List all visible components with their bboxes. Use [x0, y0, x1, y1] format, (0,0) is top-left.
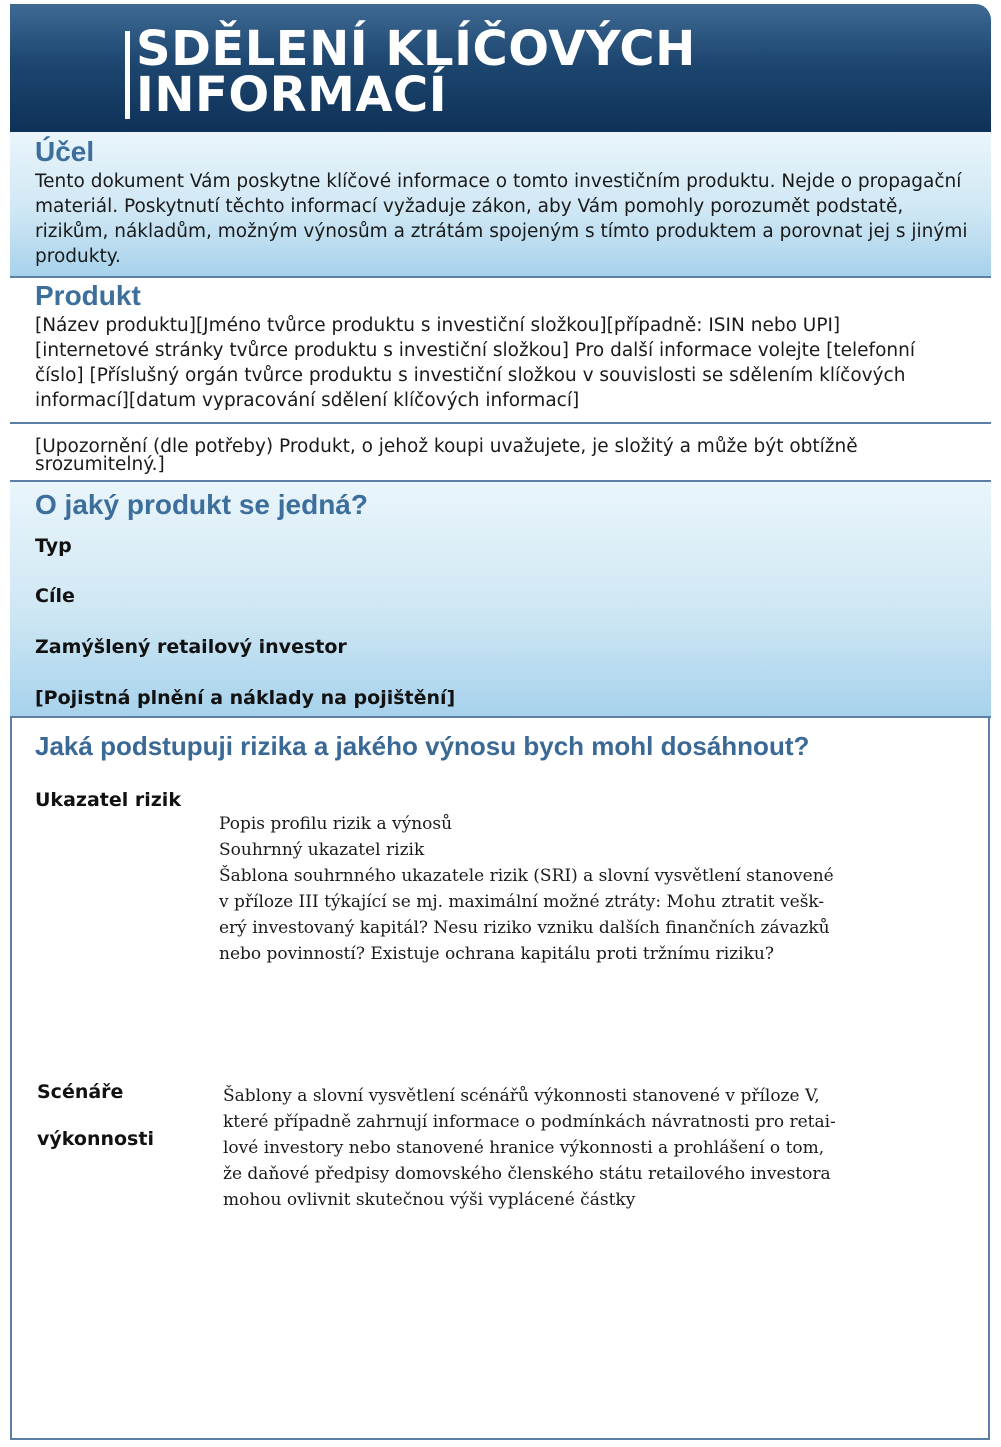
- ukazatel-line: nebo povinností? Existuje ochrana kapitálu proti tržnímu riziku?: [219, 944, 774, 964]
- scenare-label-line-1: Scénáře: [37, 1081, 124, 1103]
- scenare-line: které případně zahrnují informace o podmínkách návratnosti pro retai-: [223, 1112, 836, 1132]
- section-o-jaky-heading: O jaký produkt se jedná?: [35, 489, 368, 520]
- page-title-line-1: SDĚLENÍ KLÍČOVÝCH: [136, 21, 696, 77]
- header-banner: [10, 4, 991, 132]
- page-title-line-2: INFORMACÍ: [136, 67, 448, 123]
- page-title: [136, 21, 696, 123]
- section-produkt-text: [Název produktu][Jméno tvůrce produktu s investiční složkou][případně: ISIN nebo UPI] [internetové stránky tvůrce produktu s investiční složkou] Pro další informace volejte [telefonní číslo] [Příslušný orgán tvůrce produktu s investiční složkou v souvislosti se sdělením klíčových informací][datum vypracování sdělení klíčových informací]: [35, 315, 915, 411]
- item-typ: Typ: [35, 535, 72, 557]
- scenare-line: Šablony a slovní vysvětlení scénářů výkonnosti stanovené v příloze V,: [223, 1086, 820, 1106]
- section-ucel-heading: Účel: [35, 136, 95, 167]
- scenare-text: [223, 1083, 836, 1213]
- scenare-line: že daňové předpisy domovského členského státu retailového investora: [223, 1164, 831, 1184]
- item-cile: Cíle: [35, 585, 75, 607]
- scenare-label-line-2: výkonnosti: [37, 1128, 154, 1150]
- ukazatel-line: Popis profilu rizik a výnosů: [219, 814, 453, 834]
- section-ucel-text: Tento dokument Vám poskytne klíčové informace o tomto investičním produktu. Nejde o propagační materiál. Poskytnutí těchto informací vyžaduje zákon, aby Vám pomohly porozumět podstatě, rizikům, nákladům, možným výnosům a ztrátám spojeným s tímto produktem a porovnat jej s jinými produkty.: [35, 171, 968, 267]
- ukazatel-line: erý investovaný kapitál? Nesu riziko vzniku dalších finančních závazků: [219, 918, 830, 938]
- item-zamysleny-investor: Zamýšlený retailový investor: [35, 636, 347, 658]
- section-upozorneni-text: [Upozornění (dle potřeby) Produkt, o jehož koupi uvažujete, je složitý a může být obtížně srozumitelný.]: [35, 436, 858, 475]
- section-produkt-heading: Produkt: [35, 280, 141, 311]
- ukazatel-rizik-text: [219, 811, 834, 967]
- scenare-line: mohou ovlivnit skutečnou výši vyplácené částky: [223, 1190, 636, 1210]
- section-rizika-heading: Jaká podstupuji rizika a jakého výnosu bych mohl dosáhnout?: [35, 731, 810, 761]
- ukazatel-line: Souhrnný ukazatel rizik: [219, 840, 425, 860]
- item-pojistna-plneni: [Pojistná plnění a náklady na pojištění]: [35, 687, 456, 709]
- scenare-line: lové investory nebo stanovené hranice výkonnosti a prohlášení o tom,: [223, 1138, 825, 1158]
- ukazatel-rizik-label: Ukazatel rizik: [35, 789, 181, 811]
- ukazatel-line: Šablona souhrnného ukazatele rizik (SRI) a slovní vysvětlení stanovené: [219, 866, 834, 886]
- ukazatel-line: v příloze III týkající se mj. maximální možné ztráty: Mohu ztratit vešk-: [219, 892, 825, 912]
- title-accent-bar: [125, 31, 130, 119]
